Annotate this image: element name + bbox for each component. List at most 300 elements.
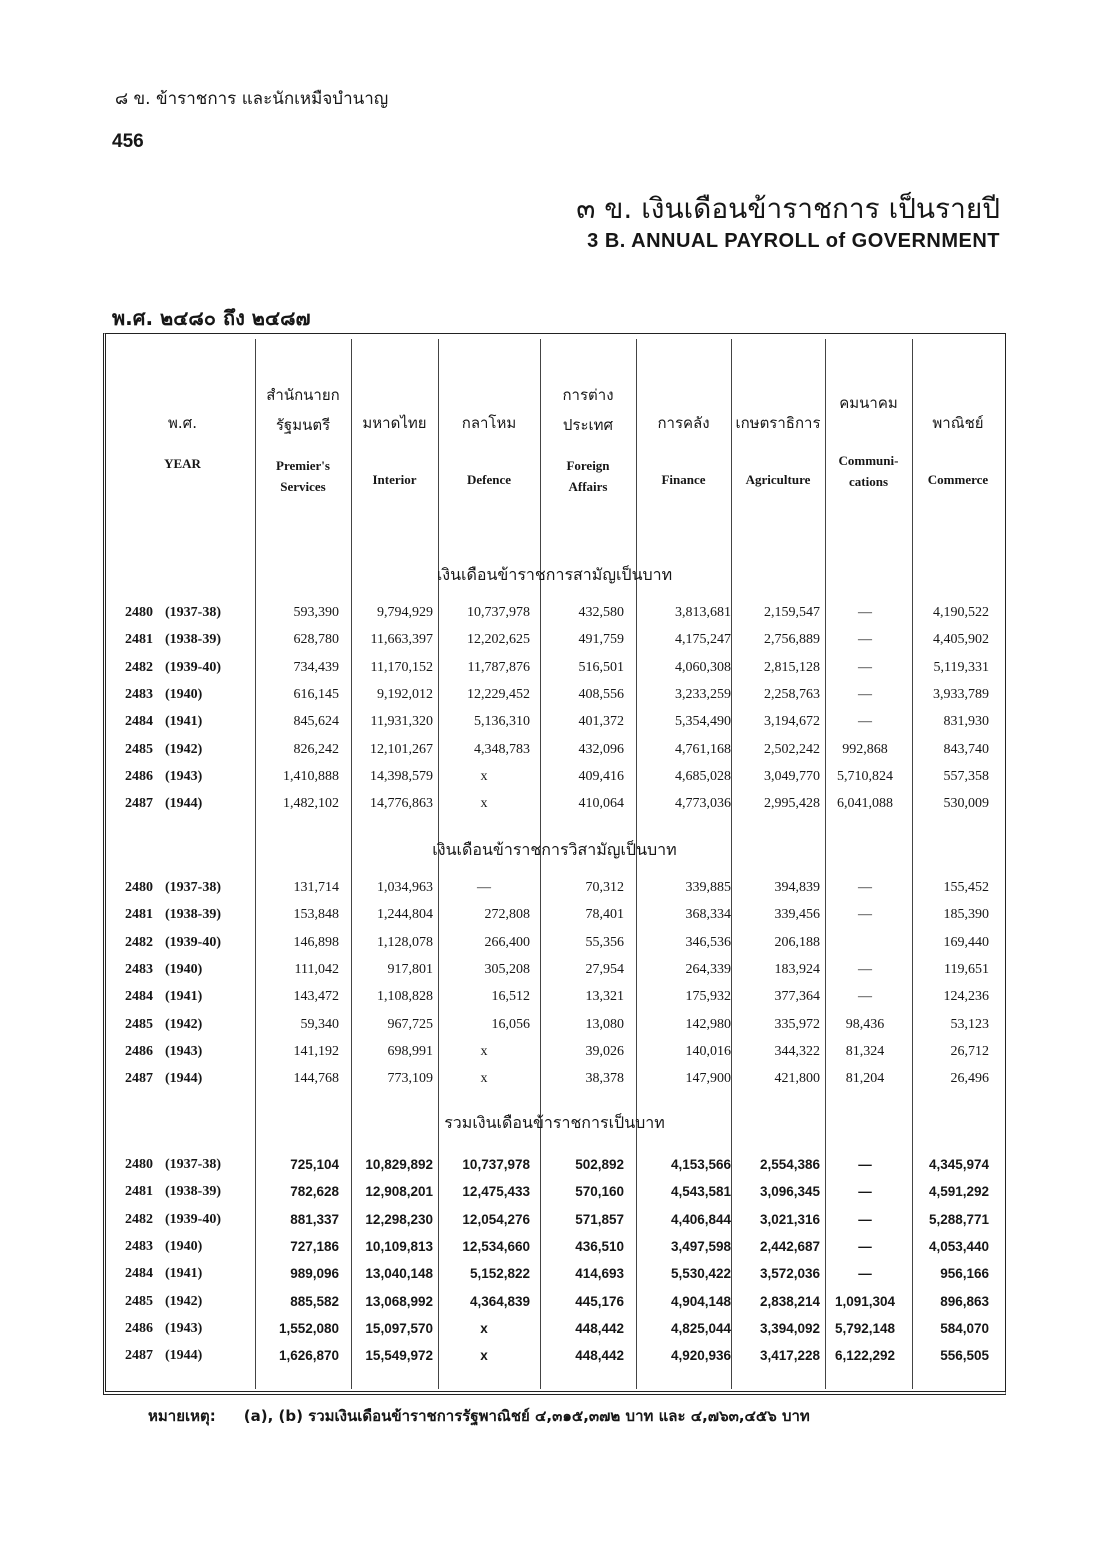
value-cell: 10,737,978 — [462, 1157, 530, 1172]
value-cell: 98,436 — [845, 1016, 885, 1032]
value-cell: 4,153,566 — [670, 1157, 731, 1172]
year-gregorian: (1943) — [165, 1320, 203, 1336]
column-header-thai: สำนักนายก รัฐมนตรี — [266, 386, 340, 434]
column-header-english: Communi- cations — [838, 453, 899, 489]
year-cell — [125, 1315, 270, 1342]
value-cell: 989,096 — [290, 1266, 339, 1282]
year-cell — [125, 956, 270, 983]
value-cell: 6,041,088 — [837, 796, 893, 812]
value-cell: 432,096 — [578, 741, 624, 757]
table-row — [103, 599, 1006, 626]
value-cell: 272,808 — [484, 907, 530, 923]
year-buddhist-era: 2483 — [125, 961, 153, 977]
value-cell: 4,920,936 — [670, 1348, 731, 1364]
year-buddhist-era: 2481 — [125, 907, 153, 923]
value-cell: 3,096,345 — [759, 1184, 820, 1200]
value-cell: 15,549,972 — [365, 1348, 433, 1364]
year-gregorian: (1937-38) — [165, 880, 221, 895]
value-cell: 335,972 — [774, 1016, 820, 1032]
value-cell: 410,064 — [578, 796, 624, 812]
value-cell: 414,693 — [575, 1266, 624, 1282]
year-buddhist-era: 2487 — [125, 1071, 153, 1087]
table-row — [103, 790, 1006, 817]
value-cell: 826,242 — [293, 741, 339, 757]
value-cell: 12,298,230 — [365, 1211, 433, 1227]
value-cell: — — [858, 880, 872, 895]
value-cell: — — [858, 1211, 872, 1227]
year-buddhist-era: 2485 — [125, 1293, 153, 1309]
value-cell: 206,188 — [774, 934, 820, 950]
year-gregorian: (1939-40) — [165, 934, 221, 950]
year-buddhist-era: 2480 — [125, 880, 153, 895]
value-cell: 153,848 — [293, 907, 339, 923]
value-cell: 556,505 — [940, 1348, 989, 1364]
column-header-english: Agriculture — [745, 472, 811, 487]
footnote-label: หมายเหตุ: — [148, 1407, 216, 1425]
value-cell: 5,136,310 — [474, 714, 530, 730]
value-cell: 917,801 — [387, 961, 433, 977]
value-cell: 4,405,902 — [933, 632, 989, 648]
value-cell: 2,554,386 — [759, 1157, 820, 1172]
value-cell: 3,394,092 — [759, 1320, 820, 1336]
value-cell: 55,356 — [585, 934, 624, 950]
year-buddhist-era: 2485 — [125, 1016, 153, 1032]
value-cell: 5,152,822 — [469, 1266, 530, 1282]
value-cell: 5,288,771 — [928, 1211, 989, 1227]
value-cell: 12,054,276 — [462, 1211, 530, 1227]
value-cell: x — [480, 1043, 488, 1059]
value-cell: 81,204 — [845, 1071, 885, 1087]
column-header-english: Commerce — [927, 472, 989, 487]
year-buddhist-era: 2480 — [125, 1157, 153, 1172]
value-cell: 628,780 — [293, 632, 339, 648]
value-cell: 885,582 — [290, 1293, 339, 1309]
year-cell — [125, 1288, 270, 1315]
value-cell: 2,258,763 — [764, 686, 820, 702]
value-cell: 70,312 — [585, 880, 624, 895]
year-cell — [125, 1233, 270, 1260]
value-cell: 725,104 — [290, 1157, 339, 1172]
value-cell: 143,472 — [293, 989, 339, 1005]
year-cell — [125, 654, 270, 681]
value-cell: 140,016 — [685, 1043, 731, 1059]
table-title-english: 3 B. ANNUAL PAYROLL of GOVERNMENT — [587, 230, 1000, 252]
value-cell: 264,339 — [685, 961, 731, 977]
footnote-text: (a), (b) รวมเงินเดือนข้าราชการรัฐพาณิชย์ ๔,๓๑๕,๓๗๒ บาท และ ๔,๗๖๓,๔๕๖ บาท — [243, 1407, 810, 1425]
year-gregorian: (1941) — [165, 714, 203, 730]
value-cell: 698,991 — [387, 1043, 433, 1059]
value-cell: 344,322 — [774, 1043, 820, 1059]
value-cell: 175,932 — [685, 989, 731, 1005]
value-cell: 142,980 — [685, 1016, 731, 1032]
value-cell: 4,175,247 — [675, 632, 731, 648]
table-title-thai: ๓ ข. เงินเดือนข้าราชการ เป็นรายปี — [576, 192, 1000, 225]
table-row — [103, 1206, 1006, 1233]
value-cell: 881,337 — [290, 1211, 339, 1227]
year-buddhist-era: 2481 — [125, 632, 153, 648]
year-cell — [125, 681, 270, 708]
value-cell: 1,482,102 — [283, 796, 339, 812]
value-cell: 11,787,876 — [467, 659, 530, 675]
value-cell: 53,123 — [950, 1016, 989, 1032]
value-cell: 967,725 — [387, 1016, 433, 1032]
table-row — [103, 736, 1006, 763]
value-cell: 448,442 — [575, 1348, 624, 1364]
column-header-english: YEAR — [164, 456, 201, 471]
value-cell: 81,324 — [845, 1043, 885, 1059]
value-cell: 14,398,579 — [370, 768, 433, 784]
value-cell: 368,334 — [685, 907, 731, 923]
value-cell: 1,128,078 — [377, 934, 433, 950]
value-cell: 26,496 — [950, 1071, 989, 1087]
value-cell: 9,192,012 — [377, 686, 433, 702]
year-gregorian: (1943) — [165, 1043, 203, 1059]
value-cell: 3,497,598 — [670, 1238, 731, 1254]
column-header-thai: กลาโหม — [461, 414, 517, 432]
value-cell: 2,442,687 — [759, 1238, 820, 1254]
value-cell: 377,364 — [774, 989, 820, 1005]
value-cell: 727,186 — [290, 1238, 339, 1254]
value-cell: 4,543,581 — [670, 1184, 731, 1200]
table-row — [103, 1342, 1006, 1369]
value-cell: 183,924 — [774, 961, 820, 977]
year-cell — [125, 1038, 270, 1065]
year-cell — [125, 874, 270, 901]
value-cell: 305,208 — [484, 961, 530, 977]
value-cell: 12,534,660 — [462, 1238, 530, 1254]
column-header-thai: พ.ศ. — [168, 414, 197, 432]
value-cell: 10,737,978 — [467, 605, 530, 620]
page-number: 456 — [112, 131, 144, 152]
value-cell — [825, 929, 905, 956]
year-cell — [125, 983, 270, 1010]
value-cell: 4,345,974 — [928, 1157, 989, 1172]
value-cell: 119,651 — [944, 961, 989, 977]
column-header-english: Foreign Affairs — [566, 458, 610, 494]
table-row — [103, 1260, 1006, 1287]
table-row — [103, 654, 1006, 681]
value-cell: 502,892 — [575, 1157, 624, 1172]
year-cell — [125, 1260, 270, 1287]
year-buddhist-era: 2482 — [125, 934, 153, 950]
table-row — [103, 763, 1006, 790]
value-cell: 1,034,963 — [377, 880, 433, 895]
column-header-english: Finance — [661, 472, 706, 487]
year-buddhist-era: 2483 — [125, 686, 153, 702]
value-cell: — — [858, 605, 872, 620]
value-cell: 5,119,331 — [933, 659, 989, 675]
value-cell: 2,502,242 — [764, 741, 820, 757]
value-cell: 401,372 — [578, 714, 624, 730]
year-buddhist-era: 2482 — [125, 659, 153, 675]
value-cell: — — [858, 1266, 872, 1282]
value-cell: 409,416 — [578, 768, 624, 784]
value-cell: — — [858, 632, 872, 648]
value-cell: 491,759 — [578, 632, 624, 648]
value-cell: 13,321 — [585, 989, 624, 1005]
value-cell: 1,626,870 — [278, 1348, 339, 1364]
value-cell: 1,410,888 — [283, 768, 339, 784]
value-cell: 2,159,547 — [764, 605, 820, 620]
value-cell: 339,456 — [774, 907, 820, 923]
value-cell: 13,068,992 — [365, 1293, 433, 1309]
value-cell: 146,898 — [293, 934, 339, 950]
value-cell: — — [858, 659, 872, 675]
value-cell: 593,390 — [293, 605, 339, 620]
table-row — [103, 1011, 1006, 1038]
value-cell: 6,122,292 — [834, 1348, 896, 1364]
value-cell: 845,624 — [293, 714, 339, 730]
column-header-thai: มหาดไทย — [362, 414, 427, 432]
value-cell: 14,776,863 — [370, 796, 433, 812]
value-cell: 141,192 — [293, 1043, 339, 1059]
value-cell: 4,825,044 — [670, 1320, 731, 1336]
value-cell: 4,591,292 — [928, 1184, 989, 1200]
value-cell: 39,026 — [585, 1043, 624, 1059]
value-cell: 445,176 — [575, 1293, 624, 1309]
value-cell: 734,439 — [293, 659, 339, 675]
value-cell: — — [858, 961, 872, 977]
year-cell — [125, 929, 270, 956]
value-cell: 956,166 — [940, 1266, 989, 1282]
table-row — [103, 626, 1006, 653]
value-cell: 516,501 — [578, 659, 624, 675]
value-cell: 1,108,828 — [377, 989, 433, 1005]
value-cell: 339,885 — [685, 880, 731, 895]
table-row — [103, 901, 1006, 928]
value-cell: 2,838,214 — [759, 1293, 820, 1309]
table-row — [103, 1233, 1006, 1260]
year-buddhist-era: 2483 — [125, 1238, 153, 1254]
value-cell: 5,792,148 — [834, 1320, 896, 1336]
value-cell: 3,417,228 — [759, 1348, 820, 1364]
year-cell — [125, 901, 270, 928]
value-cell: 9,794,929 — [377, 605, 433, 620]
year-gregorian: (1938-39) — [165, 632, 221, 648]
value-cell: — — [858, 686, 872, 702]
table-row — [103, 1178, 1006, 1205]
year-gregorian: (1938-39) — [165, 907, 221, 923]
value-cell: 831,930 — [943, 714, 989, 730]
value-cell: 4,053,440 — [928, 1238, 989, 1254]
value-cell: x — [480, 1348, 488, 1364]
value-cell: 4,060,308 — [675, 659, 731, 675]
value-cell: 12,908,201 — [365, 1184, 433, 1200]
value-cell: 131,714 — [293, 880, 339, 895]
value-cell: 185,390 — [943, 907, 989, 923]
value-cell: 1,552,080 — [278, 1320, 339, 1336]
value-cell: 584,070 — [940, 1320, 989, 1336]
column-header-english: Defence — [466, 472, 512, 487]
value-cell: 12,101,267 — [370, 741, 433, 757]
year-buddhist-era: 2482 — [125, 1211, 153, 1227]
value-cell: x — [480, 1071, 488, 1087]
value-cell: — — [858, 989, 872, 1005]
value-cell: 843,740 — [943, 741, 989, 757]
value-cell: 13,040,148 — [365, 1266, 433, 1282]
value-cell: 10,829,892 — [365, 1157, 433, 1172]
column-header-english: Premier's Services — [276, 458, 330, 494]
value-cell: 3,572,036 — [759, 1266, 820, 1282]
value-cell: 11,931,320 — [370, 714, 433, 730]
table-row — [103, 956, 1006, 983]
value-cell: 5,354,490 — [675, 714, 731, 730]
year-buddhist-era: 2486 — [125, 1043, 153, 1059]
value-cell: 12,475,433 — [462, 1184, 530, 1200]
section-title: เงินเดือนข้าราชการสามัญเป็นบาท — [436, 565, 673, 584]
value-cell: 111,042 — [294, 961, 339, 977]
year-buddhist-era: 2487 — [125, 796, 153, 812]
table-row — [103, 929, 1006, 956]
year-gregorian: (1940) — [165, 961, 203, 977]
year-gregorian: (1944) — [165, 1071, 203, 1087]
value-cell: 124,236 — [943, 989, 989, 1005]
column-header-thai: การคลัง — [657, 414, 710, 432]
value-cell: 896,863 — [940, 1293, 989, 1309]
value-cell: 4,348,783 — [474, 741, 530, 757]
year-buddhist-era: 2484 — [125, 714, 153, 730]
year-cell — [125, 1178, 270, 1205]
year-cell — [125, 626, 270, 653]
value-cell: — — [858, 1184, 872, 1200]
value-cell: — — [858, 1157, 872, 1172]
value-cell: 1,244,804 — [377, 907, 433, 923]
value-cell: — — [858, 1238, 872, 1254]
value-cell: 2,995,428 — [764, 796, 820, 812]
year-gregorian: (1944) — [165, 796, 203, 812]
year-gregorian: (1937-38) — [165, 1157, 221, 1172]
section-title: เงินเดือนข้าราชการวิสามัญเป็นบาท — [432, 840, 677, 859]
value-cell: 11,663,397 — [370, 632, 433, 648]
table-row — [103, 874, 1006, 901]
year-buddhist-era: 2486 — [125, 1320, 153, 1336]
year-cell — [125, 790, 270, 817]
value-cell: 10,109,813 — [365, 1238, 433, 1254]
year-gregorian: (1938-39) — [165, 1184, 221, 1200]
year-buddhist-era: 2485 — [125, 741, 153, 757]
value-cell: 346,536 — [685, 934, 731, 950]
year-cell — [125, 708, 270, 735]
table-row — [103, 681, 1006, 708]
table-row — [103, 1065, 1006, 1092]
value-cell: 147,900 — [685, 1071, 731, 1087]
value-cell: 616,145 — [293, 686, 339, 702]
value-cell: 2,756,889 — [764, 632, 820, 648]
value-cell: 16,512 — [491, 989, 530, 1005]
value-cell: 436,510 — [575, 1238, 624, 1254]
value-cell: 1,091,304 — [834, 1293, 896, 1309]
year-buddhist-era: 2486 — [125, 768, 153, 784]
section-title: รวมเงินเดือนข้าราชการเป็นบาท — [444, 1113, 665, 1132]
year-cell — [125, 763, 270, 790]
value-cell: 12,229,452 — [467, 686, 530, 702]
column-header-thai: เกษตราธิการ — [735, 414, 821, 432]
value-cell: 12,202,625 — [467, 632, 530, 648]
value-cell: 4,685,028 — [675, 768, 731, 784]
table-row — [103, 1038, 1006, 1065]
value-cell: 448,442 — [575, 1320, 624, 1336]
year-cell — [125, 1206, 270, 1233]
year-cell — [125, 1065, 270, 1092]
value-cell: 11,170,152 — [370, 659, 433, 675]
value-cell: 4,406,844 — [670, 1211, 731, 1227]
value-cell: 992,868 — [842, 741, 888, 757]
footnote — [148, 1404, 810, 1428]
year-gregorian: (1937-38) — [165, 605, 221, 620]
year-gregorian: (1943) — [165, 768, 203, 784]
value-cell: 38,378 — [585, 1071, 624, 1087]
value-cell: 4,761,168 — [675, 741, 731, 757]
value-cell: x — [480, 768, 488, 784]
value-cell: — — [858, 714, 872, 730]
year-gregorian: (1939-40) — [165, 1211, 221, 1227]
table-row — [103, 1288, 1006, 1315]
value-cell: x — [480, 796, 488, 812]
value-cell: 3,049,770 — [764, 768, 820, 784]
year-buddhist-era: 2481 — [125, 1184, 153, 1200]
value-cell: 3,233,259 — [675, 686, 731, 702]
value-cell: 421,800 — [774, 1071, 820, 1087]
column-header-english: Interior — [372, 472, 417, 487]
column-header-thai: การต่าง ประเทศ — [562, 386, 614, 434]
column-header-thai: พาณิชย์ — [932, 414, 984, 432]
value-cell: 3,813,681 — [675, 605, 731, 620]
period-label: พ.ศ. ๒๔๘๐ ถึง ๒๔๘๗ — [112, 306, 311, 330]
value-cell: 13,080 — [585, 1016, 624, 1032]
running-head: ๘ ข. ข้าราชการ และนักเหมืจบำนาญ — [115, 89, 389, 109]
year-gregorian: (1940) — [165, 1238, 203, 1254]
value-cell: x — [480, 1320, 488, 1336]
value-cell: 15,097,570 — [365, 1320, 433, 1336]
year-gregorian: (1939-40) — [165, 659, 221, 675]
value-cell: 266,400 — [484, 934, 530, 950]
year-gregorian: (1942) — [165, 741, 203, 757]
value-cell: 4,364,839 — [469, 1293, 530, 1309]
value-cell: 5,530,422 — [670, 1266, 731, 1282]
value-cell: — — [477, 880, 491, 895]
value-cell: 557,358 — [943, 768, 989, 784]
value-cell: 155,452 — [943, 880, 989, 895]
value-cell: 773,109 — [387, 1071, 433, 1087]
value-cell: — — [858, 907, 872, 923]
value-cell: 3,194,672 — [764, 714, 820, 730]
value-cell: 394,839 — [774, 880, 820, 895]
table-row — [103, 1315, 1006, 1342]
value-cell: 4,904,148 — [670, 1293, 731, 1309]
value-cell: 78,401 — [585, 907, 624, 923]
year-cell — [125, 1342, 270, 1369]
value-cell: 2,815,128 — [764, 659, 820, 675]
value-cell: 3,933,789 — [933, 686, 989, 702]
year-gregorian: (1941) — [165, 1266, 203, 1282]
year-gregorian: (1944) — [165, 1348, 203, 1364]
year-buddhist-era: 2484 — [125, 1266, 153, 1282]
table-row — [103, 1151, 1006, 1178]
value-cell: 26,712 — [950, 1043, 989, 1059]
year-gregorian: (1941) — [165, 989, 203, 1005]
value-cell: 59,340 — [300, 1016, 339, 1032]
value-cell: 4,773,036 — [675, 796, 731, 812]
value-cell: 169,440 — [943, 934, 989, 950]
value-cell: 432,580 — [578, 605, 624, 620]
year-buddhist-era: 2487 — [125, 1348, 153, 1364]
value-cell: 408,556 — [578, 686, 624, 702]
value-cell: 16,056 — [491, 1016, 530, 1032]
year-cell — [125, 736, 270, 763]
year-gregorian: (1940) — [165, 686, 203, 702]
year-gregorian: (1942) — [165, 1293, 203, 1309]
value-cell: 3,021,316 — [759, 1211, 820, 1227]
